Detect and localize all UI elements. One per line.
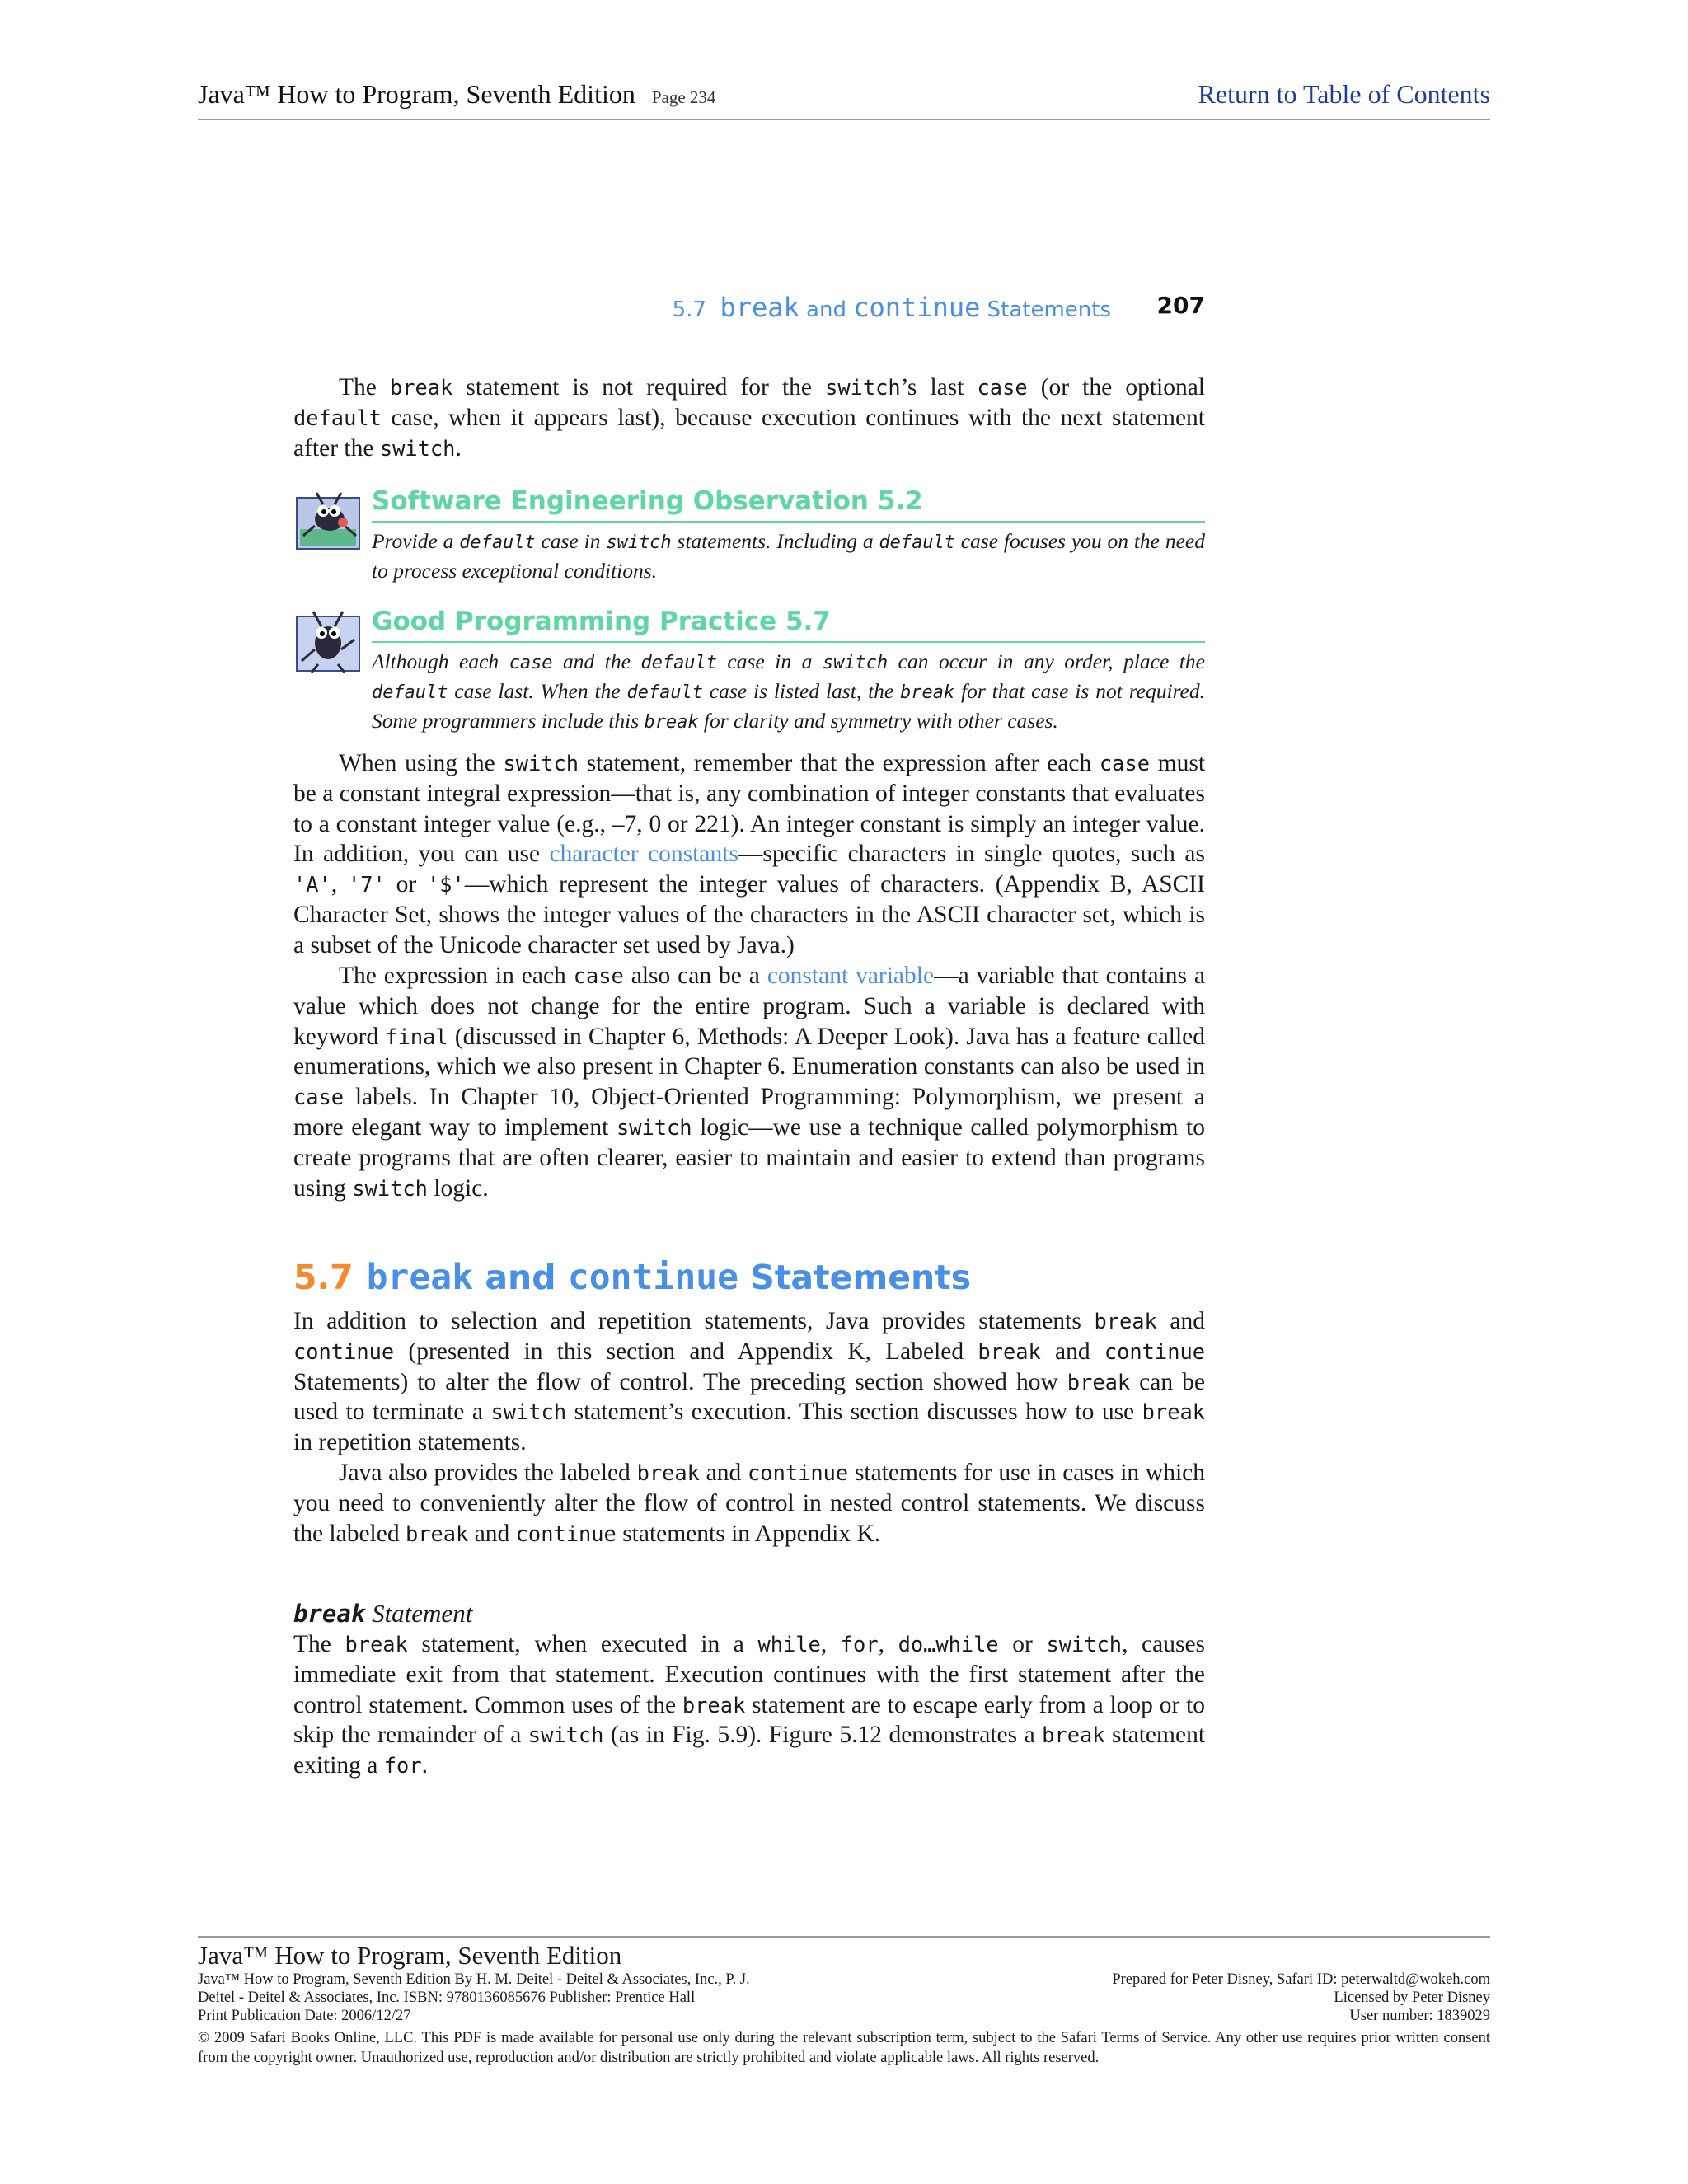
key-term-constant-variable: constant variable xyxy=(767,963,935,989)
rh-word-and: and xyxy=(806,298,846,322)
page-header xyxy=(198,77,1490,120)
seo-body: Provide a default case in switch statements. Including a default case focuses you on the need to process exceptional conditions. xyxy=(372,529,1205,583)
header-book-title xyxy=(198,79,715,110)
footer-copyright: © 2009 Safari Books Online, LLC. This PDF is made available for personal use only during the relevant subscription term, subject to the Safari Terms of Service. Any other use requires prior written consent from the copyright owner. Unauthorized use, reproduction and/or distribution are strictly prohibited and violate applicable laws. All rights reserved. xyxy=(198,2030,1490,2066)
paragraph-break-continue-intro: In addition to selection and repetition statements, Java provides statements break and continue (presented in this section and Appendix K, Labeled break and continue Statements) to alter the flow of control. The preceding section showed how break can be used to terminate a switch statement’s execution. This section discusses how to use break in repetition statements. xyxy=(293,1308,1206,1456)
break-statement-subheading: break Statement xyxy=(293,1599,473,1628)
paragraph-labeled-statements: Java also provides the labeled break and continue statements for use in cases in which you need to conveniently alter the flow of control in nested control statements. We discuss the labeled break and continue statements in Appendix K. xyxy=(293,1460,1205,1547)
paragraph-constant-variable: The expression in each case also can be a constant variable—a variable that contains a value which does not change for the entire program. Such a variable is declared with keyword final (discussed in Chapter 6, Methods: A Deeper Look). Java has a feature called enumerations, which we also present in Chapter 6. Enumeration constants can also be used in case labels. In Chapter 10, Object-Oriented Programming: Polymorphism, we present a more elegant way to implement switch logic—we use a technique called polymorphism to create programs that are often clearer, easier to maintain and easier to extend than programs using switch logic. xyxy=(293,963,1206,1202)
footer-user-number: User number: 1839029 xyxy=(1349,2008,1490,2024)
footer-publication-date: Print Publication Date: 2006/12/27 xyxy=(198,2008,411,2024)
paragraph-switch-last-case: The break statement is not required for the switch’s last case (or the optional default case, when it appears last), because execution continues with the next statement after the switch. xyxy=(293,374,1205,462)
seo-title: Software Engineering Observation 5.2 xyxy=(372,486,1205,523)
return-to-toc-link[interactable]: Return to Table of Contents xyxy=(1198,79,1490,109)
section-heading: 5.7 break and continue Statements xyxy=(293,1257,972,1298)
rh-word-statements: Statements xyxy=(987,298,1111,322)
footer-authors: Java™ How to Program, Seventh Edition By H. M. Deitel - Deitel & Associates, Inc., P. J. xyxy=(198,1971,750,1988)
key-term-character-constants: character constants xyxy=(549,841,738,868)
running-head xyxy=(293,287,1205,326)
good-programming-practice xyxy=(293,607,1205,738)
page-number: 207 xyxy=(1156,292,1205,319)
paragraph-constant-integral-expression: When using the switch statement, remember that the expression after each case must be a constant integral expression—that is, any combination of integer constants that evaluates to a constant integer value (e.g., –7, 0 or 221). An integer constant is simply an integer value. In addition, you can use character constants—specific characters in single quotes, such as 'A', '7' or '$'—which represent the integer values of characters. (Appendix B, ASCII Character Set, shows the integer values of the characters in the ASCII character set, which is a subset of the Unicode character set used by Java.) xyxy=(293,750,1206,958)
footer-prepared-for: Prepared for Peter Disney, Safari ID: peterwaltd@wokeh.com xyxy=(1112,1971,1490,1988)
header-page-label: Page 234 xyxy=(651,87,716,107)
header-book-title-text: Java™ How to Program, Seventh Edition xyxy=(198,79,635,109)
rh-code-break: break xyxy=(720,292,799,323)
rh-code-continue: continue xyxy=(853,292,981,323)
bug-character-icon xyxy=(293,607,364,677)
gpp-title: Good Programming Practice 5.7 xyxy=(372,607,1205,643)
gpp-body: Although each case and the default case in a switch can occur in any order, place the default case last. When the default case is listed last, the break for that case is not required. Some programmers include this break for clarity and symmetry with other cases. xyxy=(372,649,1205,733)
bug-character-icon xyxy=(293,486,364,557)
footer-isbn: Deitel - Deitel & Associates, Inc. ISBN: 9780136085676 Publisher: Prentice Hall xyxy=(198,1990,696,2006)
section-number: 5.7 xyxy=(293,1258,354,1297)
running-head-section xyxy=(673,292,1111,323)
footer-licensed-by: Licensed by Peter Disney xyxy=(1334,1990,1490,2006)
rh-section-number: 5.7 xyxy=(672,298,706,322)
footer-divider xyxy=(198,1936,1490,1938)
paragraph-break-statement: The break statement, when executed in a while, for, do…while or switch, causes immediate exit from that statement. Execution continues with the first statement after the control statement. Common uses of the break statement are to escape early from a loop or to skip the remainder of a switch (as in Fig. 5.9). Figure 5.12 demonstrates a break statement exiting a for. xyxy=(293,1631,1206,1779)
footer-book-title: Java™ How to Program, Seventh Edition xyxy=(198,1941,622,1970)
software-engineering-observation xyxy=(293,486,1205,593)
